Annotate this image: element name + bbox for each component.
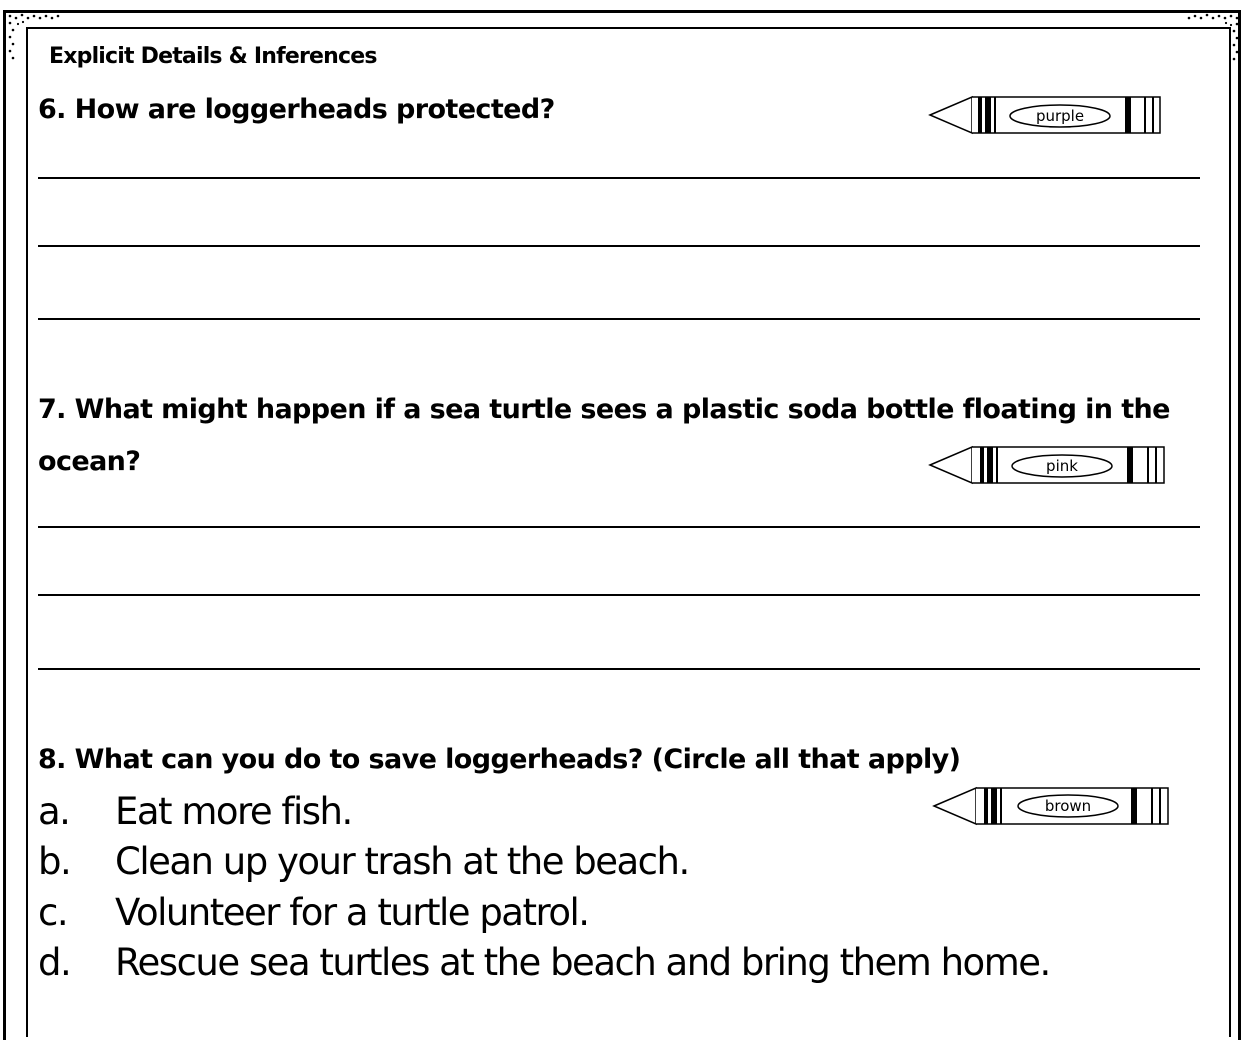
answer-line	[38, 177, 1200, 179]
crayon-label: purple	[1035, 107, 1085, 125]
corner-dots-decoration	[1181, 12, 1241, 62]
section-title: Explicit Details & Inferences	[49, 44, 377, 69]
choice-text: Rescue sea turtles at the beach and bring them home.	[115, 941, 1050, 984]
answer-line	[38, 668, 1200, 670]
choice-letter: c.	[38, 891, 68, 934]
crayon-purple-icon	[928, 93, 1168, 137]
choice-a[interactable]	[38, 790, 352, 833]
crayon-pink-icon	[928, 443, 1168, 487]
choice-letter: a.	[38, 790, 70, 833]
choice-d[interactable]	[38, 941, 1050, 984]
question-6: 6. How are loggerheads protected?	[38, 94, 555, 125]
choice-letter: b.	[38, 840, 71, 883]
choice-letter: d.	[38, 941, 71, 984]
answer-line	[38, 245, 1200, 247]
choice-text: Eat more fish.	[115, 790, 352, 833]
question-8: 8. What can you do to save loggerheads? (Circle all that apply)	[38, 744, 961, 775]
crayon-brown-icon	[932, 784, 1172, 828]
crayon-label: pink	[1046, 457, 1078, 475]
crayon-label: brown	[1044, 797, 1092, 815]
answer-line	[38, 594, 1200, 596]
choice-c[interactable]	[38, 891, 589, 934]
question-7-line-1: 7. What might happen if a sea turtle sees a plastic soda bottle floating in the	[38, 394, 1170, 425]
answer-line	[38, 318, 1200, 320]
choice-b[interactable]	[38, 840, 689, 883]
choice-text: Volunteer for a turtle patrol.	[115, 891, 589, 934]
question-7-line-2: ocean?	[38, 446, 141, 477]
choice-text: Clean up your trash at the beach.	[115, 840, 689, 883]
answer-line	[38, 526, 1200, 528]
